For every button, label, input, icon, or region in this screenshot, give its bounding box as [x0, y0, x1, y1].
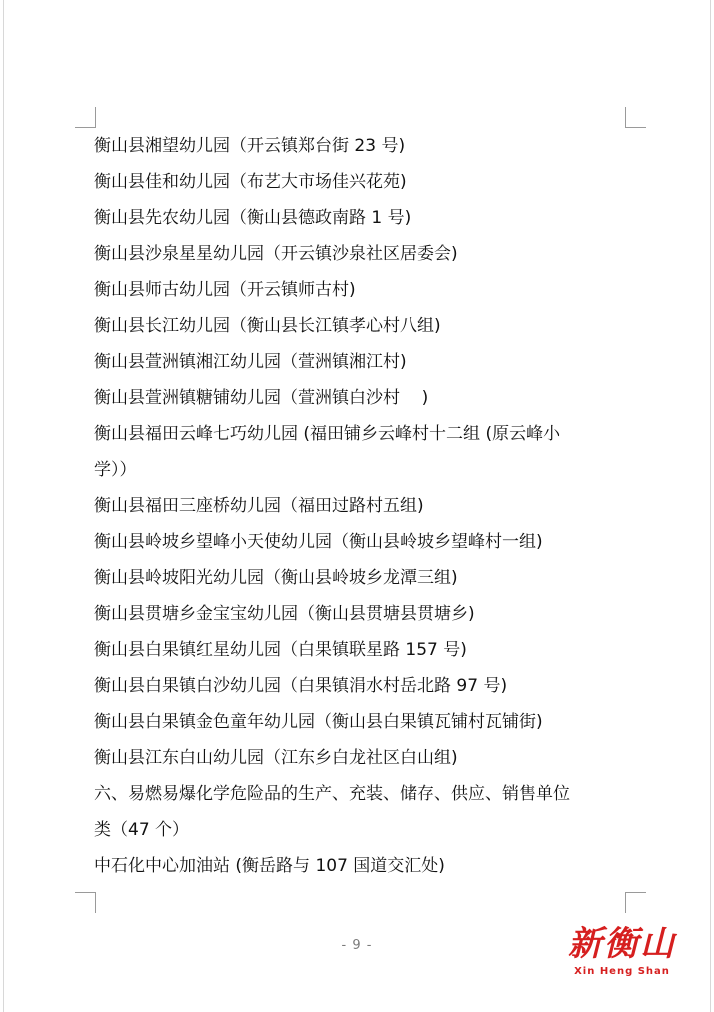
section-heading-continued: 类（47 个）	[94, 820, 190, 840]
text-line: 衡山县岭坡乡望峰小天使幼儿园（衡山县岭坡乡望峰村一组)	[94, 532, 543, 552]
text-line: 衡山县沙泉星星幼儿园（开云镇沙泉社区居委会)	[94, 244, 458, 264]
page-right-edge	[710, 0, 711, 1012]
text-line: 衡山县先农幼儿园（衡山县德政南路 1 号)	[94, 208, 412, 228]
text-line: 衡山县白果镇红星幼儿园（白果镇联星路 157 号)	[94, 640, 467, 660]
text-line: 学））	[94, 460, 137, 480]
brand-name-en: Xin Heng Shan	[574, 966, 670, 977]
section-heading: 六、易燃易爆化学危险品的生产、充装、储存、供应、销售单位	[94, 784, 570, 804]
text-line: 衡山县贯塘乡金宝宝幼儿园（衡山县贯塘县贯塘乡)	[94, 604, 475, 624]
text-line: 衡山县白果镇白沙幼儿园（白果镇涓水村岳北路 97 号)	[94, 676, 508, 696]
document-body	[94, 128, 634, 884]
text-line: 衡山县福田三座桥幼儿园（福田过路村五组)	[94, 496, 424, 516]
text-line: 衡山县江东白山幼儿园（江东乡白龙社区白山组)	[94, 748, 458, 768]
text-line: 衡山县佳和幼儿园（布艺大市场佳兴花苑)	[94, 172, 407, 192]
text-line: 中石化中心加油站 (衡岳路与 107 国道交汇处)	[94, 856, 445, 876]
page-left-edge	[3, 0, 4, 1012]
text-line: 衡山县岭坡阳光幼儿园（衡山县岭坡乡龙潭三组)	[94, 568, 458, 588]
brand-logo	[552, 922, 692, 986]
text-line: 衡山县湘望幼儿园（开云镇郑台街 23 号)	[94, 136, 406, 156]
text-line: 衡山县师古幼儿园（开云镇师古村)	[94, 280, 356, 300]
text-line: 衡山县白果镇金色童年幼儿园（衡山县白果镇瓦铺村瓦铺街)	[94, 712, 543, 732]
crop-mark-top-left	[75, 107, 96, 128]
text-line: 衡山县福田云峰七巧幼儿园 (福田铺乡云峰村十二组 (原云峰小	[94, 424, 561, 444]
text-line: 衡山县萱洲镇湘江幼儿园（萱洲镇湘江村)	[94, 352, 407, 372]
crop-mark-bottom-right	[625, 892, 646, 913]
text-line: 衡山县萱洲镇糖铺幼儿园（萱洲镇白沙村 )	[94, 388, 429, 408]
crop-mark-bottom-left	[75, 892, 96, 913]
crop-mark-top-right	[625, 107, 646, 128]
brand-name-cn: 新衡山	[568, 924, 676, 964]
page-number: - 9 -	[341, 938, 373, 953]
text-line: 衡山县长江幼儿园（衡山县长江镇孝心村八组)	[94, 316, 441, 336]
